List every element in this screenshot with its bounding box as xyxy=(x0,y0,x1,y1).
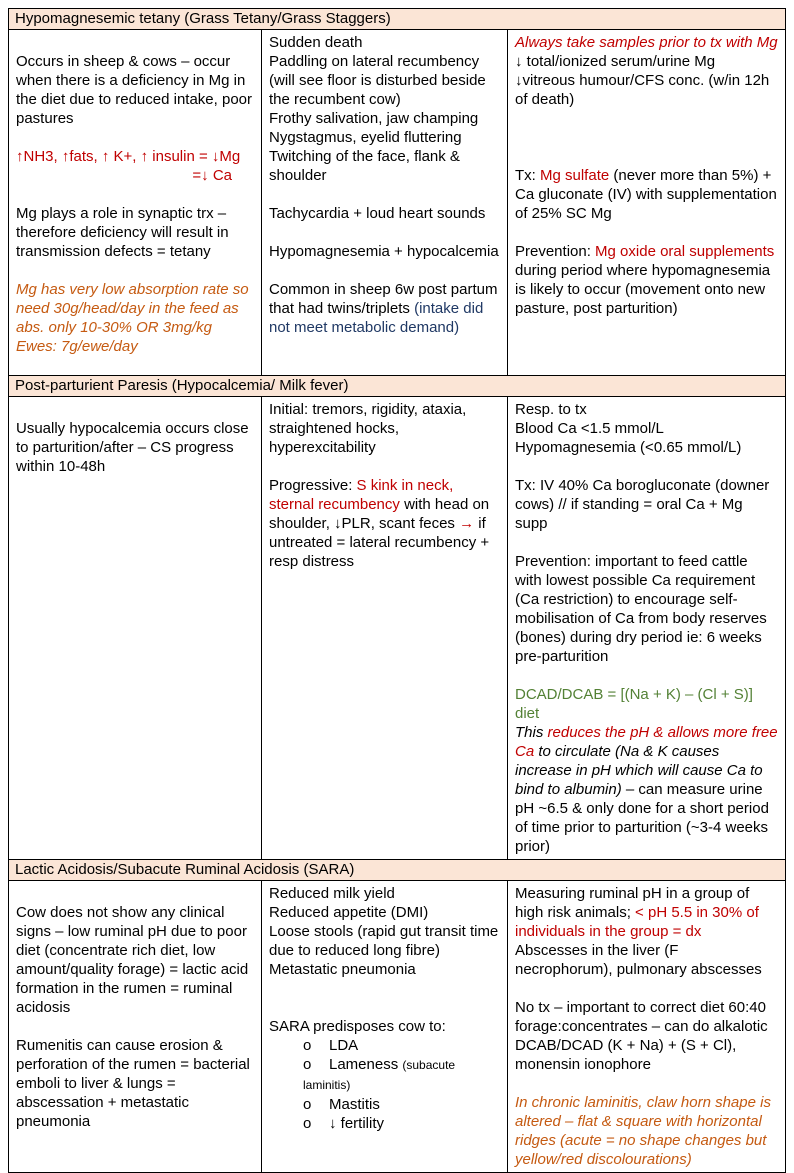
text-run: Twitching of the face, flank & shoulder xyxy=(269,148,460,184)
text-run: if untreated = lateral recumbency + resp distress xyxy=(269,515,490,570)
paragraph xyxy=(515,723,778,856)
paragraph xyxy=(269,476,500,571)
paragraph xyxy=(16,419,254,476)
paragraph xyxy=(515,419,778,438)
text-run: Ewes: 7g/ewe/day xyxy=(16,338,138,355)
paragraph xyxy=(269,457,500,476)
text-run: In chronic laminitis, claw horn shape is altered – flat & square with horizontal ridges (acute = no shape changes but yellow/red discolourations) xyxy=(515,1094,771,1168)
cell-clinical-signs xyxy=(262,30,508,375)
section-post-parturient-paresis xyxy=(9,376,785,860)
paragraph xyxy=(16,1036,254,1131)
text-run: Hypomagnesemia (<0.65 mmol/L) xyxy=(515,439,742,456)
paragraph xyxy=(515,552,778,666)
cell-diagnosis-treatment xyxy=(508,30,785,375)
text-run: o xyxy=(303,1096,312,1113)
paragraph xyxy=(515,147,778,166)
text-run: Blood Ca <1.5 mmol/L xyxy=(515,420,664,437)
paragraph xyxy=(269,33,500,52)
text-run: Common in sheep 6w post partum that had twins/triplets xyxy=(269,281,498,317)
text-run: Mg has very low absorption rate so need 30g/head/day in the feed as abs. only 10-30% OR 3mg/kg xyxy=(16,281,249,336)
text-run: ↓ total/ionized serum/urine Mg xyxy=(515,53,716,70)
paragraph xyxy=(269,1017,500,1036)
paragraph xyxy=(269,52,500,109)
paragraph xyxy=(515,128,778,147)
text-run: o xyxy=(303,1056,312,1073)
cell-description xyxy=(9,881,262,1172)
paragraph xyxy=(515,33,778,52)
paragraph xyxy=(515,1093,778,1169)
text-run: Occurs in sheep & cows – occur when there is a deficiency in Mg in the diet due to reduced intake, poor pastures xyxy=(16,53,253,127)
paragraph xyxy=(16,884,254,903)
text-run: – can measure urine pH ~6.5 & only done for a short period of time prior to parturition (~3-4 weeks prior) xyxy=(515,781,769,855)
cell-diagnosis-treatment xyxy=(508,881,785,1172)
paragraph xyxy=(515,223,778,242)
paragraph xyxy=(515,685,778,723)
cell-description xyxy=(9,397,262,859)
text-run: DCAD/DCAB = [(Na + K) – (Cl + S)] diet xyxy=(515,686,753,722)
paragraph xyxy=(16,128,254,147)
text-run: Mg plays a role in synaptic trx – therefore deficiency will result in transmission defects = tetany xyxy=(16,205,229,260)
text-run: Sudden death xyxy=(269,34,363,51)
text-run: Lameness xyxy=(329,1056,403,1073)
paragraph xyxy=(16,903,254,1017)
paragraph xyxy=(515,52,778,71)
text-run: < pH 5.5 in 30% of individuals in the group = dx xyxy=(515,904,759,940)
text-run: This xyxy=(515,724,548,741)
paragraph xyxy=(515,666,778,685)
paragraph xyxy=(269,400,500,457)
section-title: Post-parturient Paresis (Hypocalcemia/ Milk fever) xyxy=(9,376,785,397)
paragraph xyxy=(269,185,500,204)
text-run: Rumenitis can cause erosion & perforation of the rumen = bacterial emboli to liver & lungs = abscessation + metastatic pneumonia xyxy=(16,1037,250,1130)
section-title: Hypomagnesemic tetany (Grass Tetany/Grass Staggers) xyxy=(9,9,785,30)
paragraph xyxy=(16,261,254,280)
paragraph xyxy=(515,941,778,979)
paragraph xyxy=(269,1036,500,1055)
paragraph xyxy=(16,33,254,52)
paragraph xyxy=(16,147,254,166)
cell-diagnosis-treatment xyxy=(508,397,785,859)
text-run: SARA predisposes cow to: xyxy=(269,1018,446,1035)
paragraph xyxy=(515,400,778,419)
text-run: No tx – important to correct diet 60:40 forage:concentrates – can do alkalotic DCAB/DCAD (K + Na) + (S + Cl), monensin ionophore xyxy=(515,999,768,1073)
text-run: Reduced appetite (DMI) xyxy=(269,904,429,921)
section-lactic-acidosis-sara xyxy=(9,860,785,1172)
text-run: Abscesses in the liver (F necrophorum), pulmonary abscesses xyxy=(515,942,762,978)
paragraph xyxy=(515,979,778,998)
paragraph xyxy=(269,280,500,337)
paragraph xyxy=(16,400,254,419)
text-run: Tx: xyxy=(515,167,540,184)
text-run: → xyxy=(459,515,475,532)
text-run: ↓ fertility xyxy=(329,1115,385,1132)
paragraph xyxy=(269,1055,500,1095)
paragraph xyxy=(515,533,778,552)
text-run: (never more than 5%) + Ca gluconate (IV) with supplementation of 25% SC Mg xyxy=(515,167,777,222)
text-run: LDA xyxy=(329,1037,359,1054)
text-run: Metastatic pneumonia xyxy=(269,961,416,978)
text-run: Progressive: xyxy=(269,477,357,494)
paragraph xyxy=(269,884,500,903)
text-run: Paddling on lateral recumbency (will see floor is disturbed beside the recumbent cow) xyxy=(269,53,486,108)
paragraph xyxy=(269,1114,500,1133)
text-run: Tx: IV 40% Ca borogluconate (downer cows) // if standing = oral Ca + Mg supp xyxy=(515,477,770,532)
text-run: Measuring ruminal pH in a group of high risk animals; xyxy=(515,885,750,921)
text-run: Hypomagnesemia + hypocalcemia xyxy=(269,243,499,260)
text-run: Always take samples prior to tx with Mg xyxy=(515,34,778,51)
paragraph xyxy=(269,979,500,998)
paragraph xyxy=(16,1017,254,1036)
text-run: Initial: tremors, rigidity, ataxia, straightened hocks, hyperexcitability xyxy=(269,401,467,456)
paragraph xyxy=(515,457,778,476)
text-run: Loose stools (rapid gut transit time due to reduced long fibre) xyxy=(269,923,499,959)
section-body xyxy=(9,881,785,1172)
cell-description xyxy=(9,30,262,375)
paragraph xyxy=(269,223,500,242)
paragraph xyxy=(269,128,500,147)
text-run: o xyxy=(303,1115,312,1132)
paragraph xyxy=(269,261,500,280)
paragraph xyxy=(515,998,778,1074)
text-run: Tachycardia + loud heart sounds xyxy=(269,205,486,222)
paragraph xyxy=(515,884,778,941)
text-run: Reduced milk yield xyxy=(269,885,395,902)
paragraph xyxy=(16,166,254,185)
text-run: Prevention: xyxy=(515,243,596,260)
text-run: to circulate (Na & K causes increase in pH which will cause Ca to bind to albumin) xyxy=(515,743,763,798)
paragraph xyxy=(269,204,500,223)
paragraph xyxy=(515,71,778,109)
text-run: Mastitis xyxy=(329,1096,380,1113)
paragraph xyxy=(269,922,500,960)
text-run: S kink in neck, sternal recumbency xyxy=(269,477,454,513)
paragraph xyxy=(269,109,500,128)
paragraph xyxy=(269,903,500,922)
paragraph xyxy=(269,960,500,979)
text-run: Frothy salivation, jaw champing xyxy=(269,110,479,127)
paragraph xyxy=(515,166,778,223)
paragraph xyxy=(16,280,254,337)
paragraph xyxy=(515,1074,778,1093)
section-title: Lactic Acidosis/Subacute Ruminal Acidosis (SARA) xyxy=(9,860,785,881)
text-run: Usually hypocalcemia occurs close to parturition/after – CS progress within 10-48h xyxy=(16,420,249,475)
paragraph xyxy=(16,185,254,204)
text-run: reduces the pH & allows more free Ca xyxy=(515,724,778,760)
paragraph xyxy=(269,1095,500,1114)
text-run: Mg oxide oral supplements xyxy=(595,243,775,260)
paragraph xyxy=(16,52,254,128)
text-run: Mg sulfate xyxy=(540,167,610,184)
text-run: ↑NH3, ↑fats, ↑ K+, ↑ insulin = ↓Mg xyxy=(16,148,241,165)
paragraph xyxy=(515,242,778,318)
paragraph xyxy=(515,476,778,533)
text-run: (intake did not meet metabolic demand) xyxy=(269,300,484,336)
veterinary-notes-table xyxy=(8,8,786,1173)
section-body xyxy=(9,30,785,375)
paragraph xyxy=(269,242,500,261)
text-run: Prevention: important to feed cattle with lowest possible Ca requirement (Ca restriction) to encourage self-mobilisation of Ca from body reserves (bones) during dry period ie: 6 weeks pre-parturition xyxy=(515,553,767,665)
section-body xyxy=(9,397,785,859)
cell-clinical-signs xyxy=(262,881,508,1172)
text-run: ↓vitreous humour/CFS conc. (w/in 12h of death) xyxy=(515,72,770,108)
text-run: Resp. to tx xyxy=(515,401,587,418)
paragraph xyxy=(269,147,500,185)
paragraph xyxy=(269,998,500,1017)
section-hypomagnesemic-tetany xyxy=(9,9,785,376)
paragraph xyxy=(16,337,254,356)
cell-clinical-signs xyxy=(262,397,508,859)
paragraph xyxy=(515,438,778,457)
text-run: with head on shoulder, ↓PLR, scant feces xyxy=(269,496,490,532)
text-run: =↓ Ca xyxy=(192,167,232,184)
text-run: (subacute laminitis) xyxy=(303,1058,456,1092)
text-run: during period where hypomagnesemia is likely to occur (movement onto new pasture, post parturition) xyxy=(515,262,771,317)
text-run: o xyxy=(303,1037,312,1054)
paragraph xyxy=(515,109,778,128)
paragraph xyxy=(16,204,254,261)
text-run: Nygstagmus, eyelid fluttering xyxy=(269,129,462,146)
text-run: Cow does not show any clinical signs – low ruminal pH due to poor diet (concentrate rich diet, low amount/quality forage) = lactic acid formation in the rumen = ruminal acidosis xyxy=(16,904,249,1016)
